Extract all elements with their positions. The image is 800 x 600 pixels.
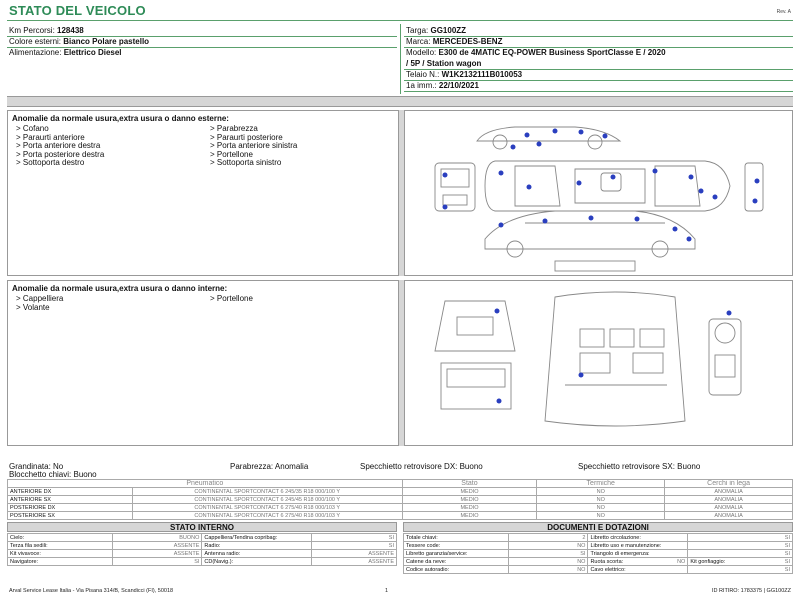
list-item: > Porta anteriore sinistra [210,141,298,150]
list-item: > Portellone [210,149,253,159]
table-row: POSTERIORE DX CONTINENTAL SPORTCONTACT 6 275/40 R18 000/103 Y MEDIO NO ANOMALIA [8,504,793,512]
internal-list-right [210,295,253,304]
column-header: Termiche [537,480,665,488]
list-item: > Paraurti posteriore [210,132,283,142]
immatricolazione-row: 1a imm.: 22/10/2021 [404,81,793,92]
internal-heading: Anomalie da normale usura,extra usura o danno interne: [12,284,228,293]
list-item: > Volante [16,302,50,312]
stato-interno-table [7,533,397,566]
targa-value: GG100ZZ [430,26,467,35]
table-row: ANTERIORE DX CONTINENTAL SPORTCONTACT 6 245/35 R18 000/100 Y MEDIO NO ANOMALIA [8,488,793,496]
external-list-right [210,125,297,168]
list-item: > Sottoporta sinistro [210,158,282,167]
title-rule [7,20,793,21]
imm-value: 22/10/2021 [438,81,479,90]
internal-list-left [16,295,63,312]
info-divider [400,24,401,94]
specchietto-dx-status: Specchietto retrovisore DX: Buono [360,462,483,471]
table-row: Catene da neve: NO Ruota scorta: NO Kit gonfiaggio: SI [404,558,793,566]
revision-label: Rev. A [776,9,791,15]
external-heading: Anomalie da normale usura,extra usura o danno esterne: [12,114,229,123]
internal-damage-panel [7,280,399,446]
table-row: Codice autoradio: NO Cavo elettrico: SI [404,566,793,574]
list-item: > Porta posteriore destra [16,149,105,159]
internal-diagram-panel [404,280,793,446]
parabrezza-status: Parabrezza: Anomalia [230,462,309,471]
modello-row-2: / 5P / Station wagon [404,59,793,70]
table-row: Navigatore: SI CD(Navig.): ASSENTE [8,558,397,566]
modello-row: Modello: E300 de 4MATIC EQ-POWER Business SportClasse E / 2020 [406,48,666,57]
footer-address: Arval Service Lease Italia - Via Pisana 314/B, Scandicci (FI), 50018 [9,588,174,594]
external-damage-panel [7,110,399,276]
marca-value: MERCEDES-BENZ [432,37,503,46]
vehicle-info-left [7,26,397,62]
documenti-table [403,533,793,574]
specchietto-sx-status: Specchietto retrovisore SX: Buono [578,462,701,471]
list-item: > Cofano [16,124,49,133]
telaio-row: Telaio N.: W1K2132111B010053 [404,70,793,81]
list-item: > Sottoporta destro [16,158,85,167]
colore-value: Bianco Polare pastello [63,37,150,46]
table-row: Terza fila sedili: ASSENTE Radio: SI [8,542,397,550]
table-row: Cielo: BUONO Cappelliera/Tendina copribag: SI [8,534,397,542]
blocchetto-status: Blocchetto chiavi: Buono [9,470,97,479]
documenti-heading: DOCUMENTI E DOTAZIONI [403,522,793,532]
colore-row: Colore esterni: Bianco Polare pastello [7,37,397,48]
table-row: POSTERIORE SX CONTINENTAL SPORTCONTACT 6 275/40 R18 000/103 Y MEDIO NO ANOMALIA [8,512,793,520]
table-row: Totale chiavi: 2 Libretto circolazione: SI [404,534,793,542]
targa-row: Targa: GG100ZZ [404,26,793,37]
alimentazione-row: Alimentazione: Elettrico Diesel [9,48,122,57]
footer-id: ID RITIRO: 1783375 | GG100ZZ [711,588,791,594]
list-item: > Portellone [210,294,253,303]
page-title: STATO DEL VEICOLO [9,3,146,18]
external-list-left [16,125,104,168]
telaio-value: W1K2132111B010053 [441,70,523,79]
car-exterior-diagram [405,111,792,275]
marca-row: Marca: MERCEDES-BENZ [404,37,793,48]
tyre-table [7,479,793,520]
alimentazione-value: Elettrico Diesel [63,48,122,57]
table-row: Libretto garanzia/service: SI Triangolo di emergenza: SI [404,550,793,558]
km-value: 128438 [57,26,84,35]
table-row: Tessere code: NO Libretto uso e manutenzione: SI [404,542,793,550]
car-interior-diagram [405,281,792,445]
stato-interno-heading: STATO INTERNO [7,522,397,532]
column-header: Cerchi in lega [665,480,793,488]
list-item: > Parabrezza [210,124,258,133]
list-item: > Cappelliera [16,294,64,303]
column-header: Stato [402,480,537,488]
modello-value: E300 de 4MATIC EQ-POWER Business SportClasse E / 2020 [438,48,666,57]
section-bar [7,96,793,107]
table-header-row [8,480,793,488]
table-row: Kit vivavoce: ASSENTE Antenna radio: ASSENTE [8,550,397,558]
table-row: ANTERIORE SX CONTINENTAL SPORTCONTACT 6 245/45 R18 000/100 Y MEDIO NO ANOMALIA [8,496,793,504]
column-header: Pneumatico [8,480,403,488]
external-diagram-panel [404,110,793,276]
list-item: > Porta anteriore destra [16,141,101,150]
list-item: > Paraurti anteriore [16,132,85,142]
grandinata-status: Grandinata: No [9,462,64,471]
page-number: 1 [385,588,389,594]
vehicle-info-right [404,26,793,94]
km-row: Km Percorsi: 128438 [7,26,397,37]
